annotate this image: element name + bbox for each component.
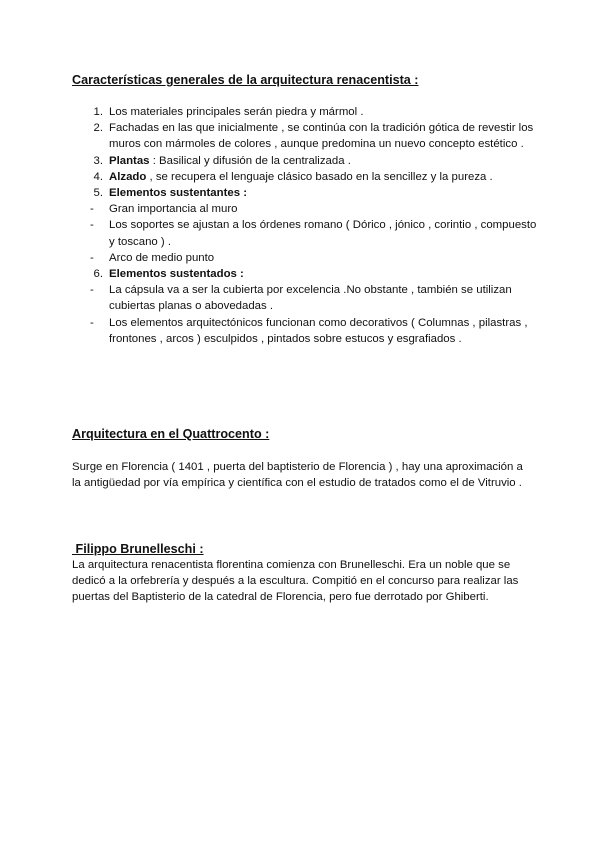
list-item [72, 250, 542, 266]
list-item-body: Arco de medio punto [109, 251, 215, 264]
list-item-body: Fachadas en las que inicialmente , se continúa con la tradición gótica de revestir los muros con mármoles de colores , aunque predomina un nuevo concepto estético . [109, 122, 534, 151]
list-item-text [109, 169, 542, 185]
list-marker: - [90, 316, 94, 329]
list-item [72, 104, 542, 120]
list-item-text [109, 104, 542, 120]
list-item-text [109, 282, 542, 314]
list-item-text [109, 185, 542, 201]
list-marker: 5. [93, 187, 103, 200]
quattrocento-paragraph: Surge en Florencia ( 1401 , puerta del baptisterio de Florencia ) , hay una aproximación a la antigüedad por vía empírica y científica con el estudio de tratados como el de Vitruvio . [72, 461, 523, 490]
list-marker: - [90, 203, 94, 216]
list-item-text [109, 120, 542, 152]
characteristics-list [72, 104, 542, 347]
list-item-bold: Elementos sustentados : [109, 268, 244, 281]
list-item-bold: Plantas [109, 154, 150, 167]
list-marker: 2. [93, 122, 103, 135]
list-item-text [109, 250, 542, 266]
list-item-text [109, 266, 542, 282]
list-item [72, 217, 542, 249]
list-marker: - [90, 219, 94, 232]
list-item-bold: Elementos sustentantes : [109, 187, 247, 200]
brunelleschi-paragraph: La arquitectura renacentista florentina comienza con Brunelleschi. Era un noble que se dedicó a la orfebrería y después a la escultura. Compitió en el concurso para realizar las puertas del Baptisterio de la catedral de Florencia, pero fue derrotado por Ghiberti. [72, 559, 519, 604]
list-item [72, 266, 542, 282]
list-item-body: La cápsula va a ser la cubierta por excelencia .No obstante , también se utilizan cubiertas planas o abovedadas . [109, 284, 512, 313]
list-item [72, 185, 542, 201]
list-item-bold: Alzado [109, 170, 147, 183]
list-item-text [109, 217, 542, 249]
list-marker: 4. [93, 170, 103, 183]
list-item [72, 315, 542, 347]
list-item-body: Los materiales principales serán piedra y mármol . [109, 106, 364, 118]
list-item-body: Los soportes se ajustan a los órdenes romano ( Dórico , jónico , corintio , compuesto y toscano ) . [109, 219, 537, 248]
list-item-body: Gran importancia al muro [109, 203, 238, 216]
list-marker: 3. [93, 154, 103, 167]
list-marker: - [90, 251, 94, 264]
list-item-text [109, 315, 542, 347]
section-heading-characteristics: Características generales de la arquitectura renacentista : [72, 73, 419, 87]
list-marker: 6. [93, 268, 103, 281]
list-item [72, 153, 542, 169]
list-marker: - [90, 284, 94, 297]
list-item-text [109, 201, 542, 217]
list-item [72, 282, 542, 314]
list-marker: 1. [93, 106, 103, 118]
section-heading-brunelleschi: Filippo Brunelleschi : [72, 542, 204, 556]
list-item-body: Los elementos arquitectónicos funcionan como decorativos ( Columnas , pilastras , frontones , arcos ) esculpidos , pintados sobre estucos y esgrafiados . [109, 316, 528, 345]
list-item [72, 201, 542, 217]
section-heading-quattrocento: Arquitectura en el Quattrocento : [72, 427, 270, 441]
list-item [72, 169, 542, 185]
list-item-body: , se recupera el lenguaje clásico basado en la sencillez y la pureza . [146, 170, 493, 183]
list-item-text [109, 153, 542, 169]
list-item-body: : Basilical y difusión de la centralizada . [149, 154, 351, 167]
list-item [72, 120, 542, 152]
